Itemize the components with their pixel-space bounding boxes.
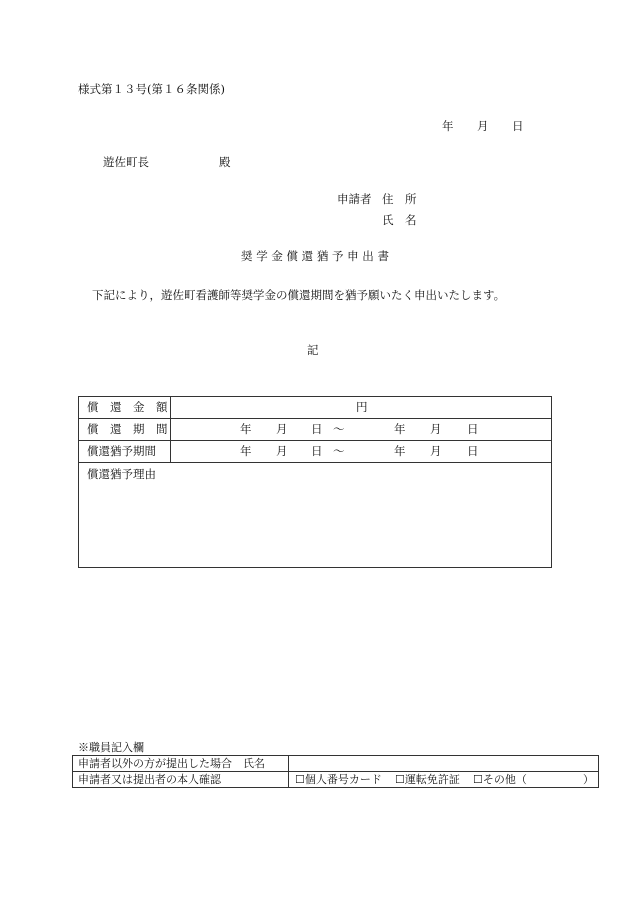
period-end-month: 月 bbox=[430, 422, 442, 436]
ki-heading: 記 bbox=[307, 343, 319, 357]
document-title: 奨 学 金 償 還 猶 予 申 出 書 bbox=[241, 249, 389, 263]
period-start-day: 日 bbox=[311, 422, 323, 436]
option-other-close: ） bbox=[583, 773, 594, 786]
option-mynumber-card[interactable]: ☐個人番号カード bbox=[295, 773, 382, 786]
amount-unit: 円 bbox=[356, 400, 368, 414]
period-value bbox=[171, 419, 552, 441]
defer-end-month: 月 bbox=[430, 444, 442, 458]
period-start-year: 年 bbox=[240, 422, 252, 436]
staff-row1-label: 申請者以外の方が提出した場合 氏名 bbox=[73, 756, 289, 772]
period-row bbox=[79, 419, 552, 441]
applicant-name-label: 氏 名 bbox=[382, 213, 417, 227]
period-tilde: ～ bbox=[333, 422, 345, 436]
reason-row bbox=[79, 463, 552, 568]
staff-row1-value[interactable] bbox=[289, 756, 599, 772]
period-start-month: 月 bbox=[276, 422, 288, 436]
defer-start-year: 年 bbox=[240, 444, 252, 458]
body-text: 下記により，遊佐町看護師等奨学金の償還期間を猶予願いたく申出いたします。 bbox=[92, 288, 506, 302]
defer-start-month: 月 bbox=[276, 444, 288, 458]
amount-row bbox=[79, 397, 552, 419]
period-end-day: 日 bbox=[467, 422, 479, 436]
form-number: 様式第１３号(第１６条関係) bbox=[78, 82, 225, 96]
option-drivers-license[interactable]: ☐運転免許証 bbox=[395, 773, 460, 786]
applicant-label: 申請者 bbox=[337, 192, 372, 206]
main-table bbox=[78, 396, 552, 568]
amount-label: 償 還 金 額 bbox=[79, 397, 171, 419]
defer-row bbox=[79, 441, 552, 463]
period-end-year: 年 bbox=[394, 422, 406, 436]
defer-end-year: 年 bbox=[394, 444, 406, 458]
staff-row2-value bbox=[289, 772, 599, 788]
amount-value bbox=[171, 397, 552, 419]
staff-row-2 bbox=[73, 772, 599, 788]
date-year: 年 bbox=[442, 119, 454, 133]
addressee-honorific: 殿 bbox=[219, 155, 231, 169]
defer-value bbox=[171, 441, 552, 463]
staff-row2-label: 申請者又は提出者の本人確認 bbox=[73, 772, 289, 788]
staff-table bbox=[72, 755, 599, 788]
defer-label: 償還猶予期間 bbox=[79, 441, 171, 463]
staff-row-1 bbox=[73, 756, 599, 772]
date-day: 日 bbox=[512, 119, 524, 133]
defer-tilde: ～ bbox=[333, 444, 345, 458]
defer-end-day: 日 bbox=[467, 444, 479, 458]
defer-start-day: 日 bbox=[311, 444, 323, 458]
date-month: 月 bbox=[477, 119, 489, 133]
addressee-name: 遊佐町長 bbox=[103, 155, 149, 169]
reason-cell bbox=[79, 463, 552, 568]
staff-heading: ※職員記入欄 bbox=[78, 741, 144, 754]
period-label: 償 還 期 間 bbox=[79, 419, 171, 441]
reason-label: 償還猶予理由 bbox=[87, 467, 156, 481]
applicant-address-label: 住 所 bbox=[382, 192, 417, 206]
option-other[interactable]: ☐その他（ bbox=[473, 773, 527, 786]
